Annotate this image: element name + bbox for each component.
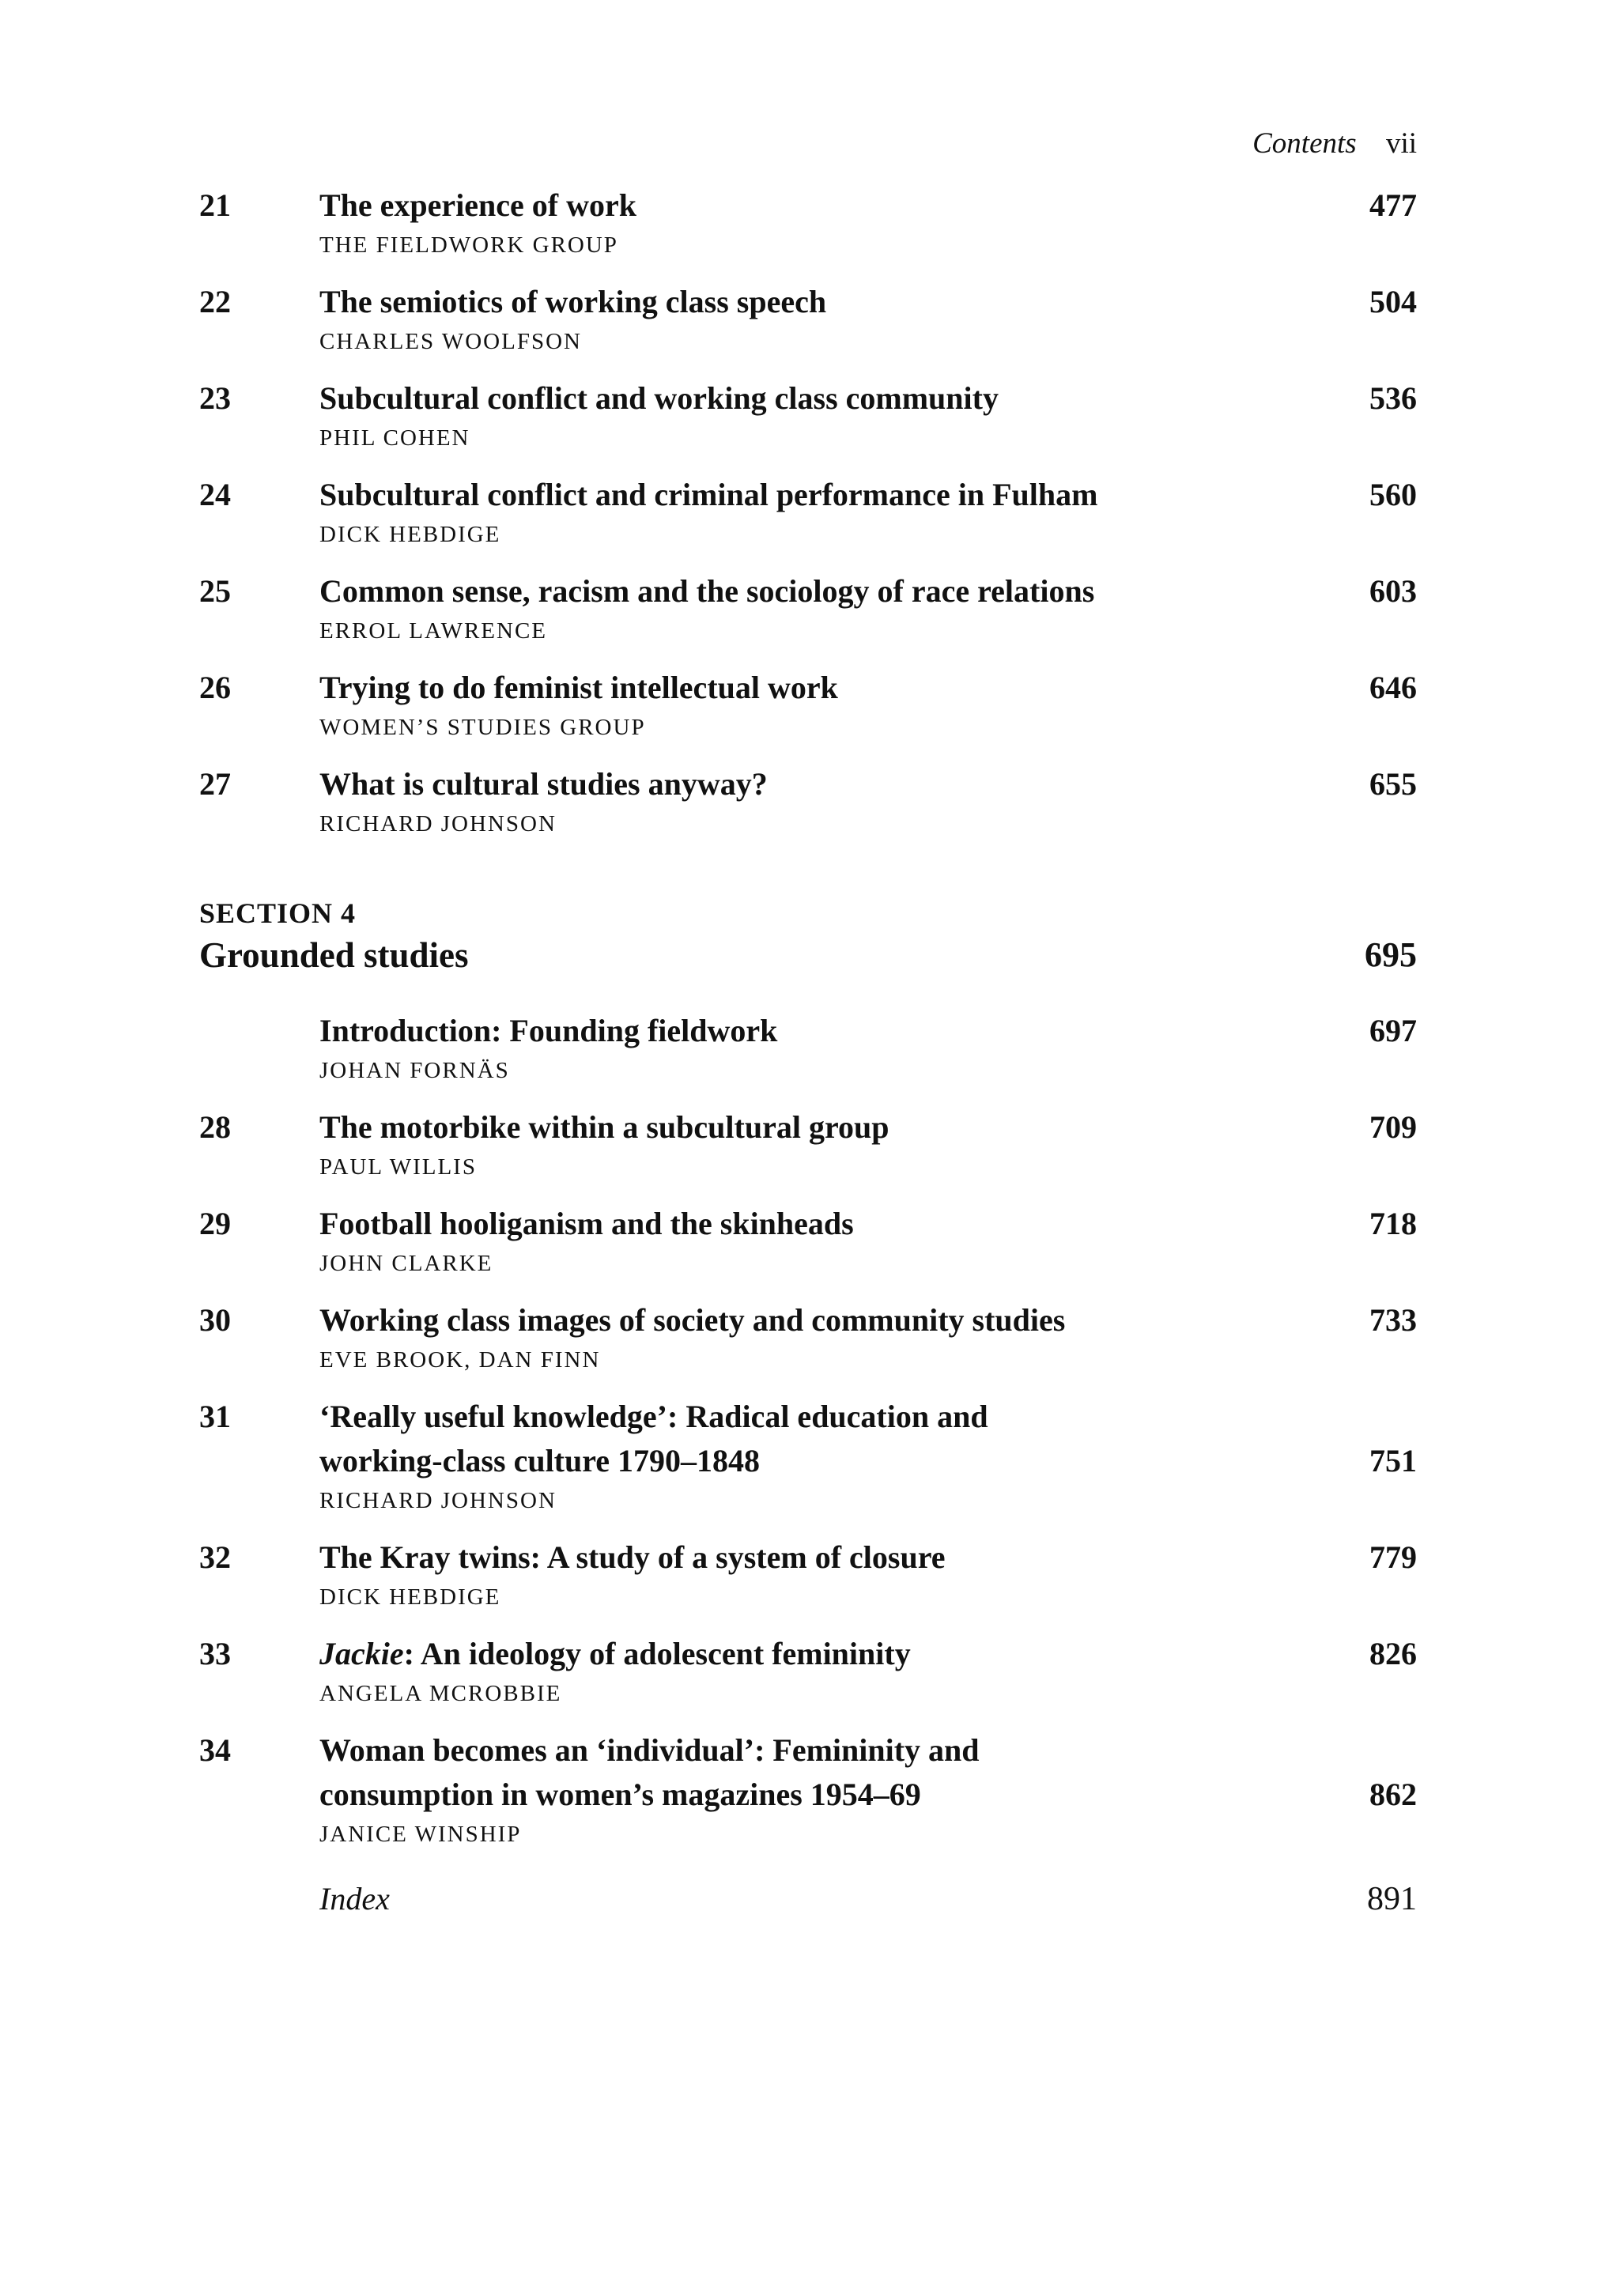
chapter-author: JOHN CLARKE [319, 1251, 493, 1276]
chapter-author: WOMEN’S STUDIES GROUP [319, 715, 646, 740]
chapter-author: PAUL WILLIS [319, 1154, 477, 1180]
toc-entry [199, 280, 1417, 359]
toc-entry [199, 762, 1417, 841]
chapter-author: ANGELA MCROBBIE [319, 1681, 562, 1706]
chapter-title-line-1: Woman becomes an ‘individual’: Femininity and [319, 1732, 980, 1768]
chapter-number: 26 [199, 670, 231, 705]
toc-entry [199, 1202, 1417, 1281]
running-head-label: Contents [1252, 127, 1357, 160]
chapter-page: 536 [1369, 380, 1417, 416]
chapter-title: What is cultural studies anyway? [319, 766, 768, 802]
section-label: SECTION 4 [199, 897, 357, 929]
chapter-number: 32 [199, 1539, 231, 1575]
chapter-title-line-1: ‘Really useful knowledge’: Radical education and [319, 1399, 988, 1434]
chapter-author: PHIL COHEN [319, 425, 470, 451]
toc-entry [199, 376, 1417, 455]
chapter-title: The experience of work [319, 187, 637, 223]
toc-entry [199, 183, 1417, 262]
chapter-author: RICHARD JOHNSON [319, 1488, 557, 1513]
toc-entry [199, 473, 1417, 552]
chapter-page: 826 [1369, 1636, 1417, 1671]
chapter-title: The semiotics of working class speech [319, 284, 827, 319]
chapter-author: JANICE WINSHIP [319, 1822, 522, 1847]
chapter-author: THE FIELDWORK GROUP [319, 232, 618, 258]
chapter-number: 24 [199, 477, 231, 512]
chapter-title: Trying to do feminist intellectual work [319, 670, 838, 705]
chapter-number: 27 [199, 766, 231, 802]
chapter-number: 21 [199, 187, 231, 223]
chapter-title: The motorbike within a subcultural group [319, 1109, 889, 1145]
chapter-page: 477 [1369, 187, 1417, 223]
chapter-author: ERROL LAWRENCE [319, 618, 547, 644]
running-head-page-number: vii [1385, 127, 1417, 160]
chapter-author: DICK HEBDIGE [319, 1584, 501, 1610]
chapter-page: 603 [1369, 573, 1417, 609]
chapter-number: 31 [199, 1399, 231, 1434]
chapter-number: 28 [199, 1109, 231, 1145]
section-page: 695 [1365, 935, 1417, 974]
chapter-number: 33 [199, 1636, 231, 1671]
chapter-title: The Kray twins: A study of a system of closure [319, 1539, 946, 1575]
section-title: Grounded studies [199, 935, 469, 975]
chapter-title: Subcultural conflict and working class community [319, 380, 999, 416]
toc-entry [199, 1298, 1417, 1377]
chapter-title-line-2: consumption in women’s magazines 1954–69 [319, 1777, 921, 1812]
toc-entry [199, 1535, 1417, 1614]
toc-entry [199, 666, 1417, 745]
section-heading [199, 895, 1417, 979]
chapter-author: RICHARD JOHNSON [319, 811, 557, 836]
chapter-page: 779 [1369, 1539, 1417, 1575]
chapter-title-italic: Jackie [319, 1636, 404, 1671]
chapter-page: 751 [1369, 1443, 1417, 1478]
chapter-title: Common sense, racism and the sociology of race relations [319, 573, 1095, 609]
chapter-author: EVE BROOK, DAN FINN [319, 1347, 601, 1373]
chapter-title-rest: : An ideology of adolescent femininity [403, 1636, 911, 1671]
chapter-page: 560 [1369, 477, 1417, 512]
chapter-page: 718 [1369, 1206, 1417, 1241]
chapter-number: 25 [199, 573, 231, 609]
toc-entry [199, 1105, 1417, 1184]
index-label: Index [319, 1881, 390, 1916]
toc-entry [199, 569, 1417, 648]
toc-entry-introduction [199, 1009, 1417, 1088]
chapter-title: Subcultural conflict and criminal performance in Fulham [319, 477, 1098, 512]
toc-index-entry [199, 1874, 1417, 1924]
chapter-title: Working class images of society and community studies [319, 1302, 1066, 1338]
chapter-page: 504 [1369, 284, 1417, 319]
table-of-contents [199, 183, 1417, 1924]
running-head [1252, 127, 1417, 160]
chapter-title: Football hooliganism and the skinheads [319, 1206, 854, 1241]
toc-entry [199, 1395, 1417, 1518]
chapter-page: 709 [1369, 1109, 1417, 1145]
chapter-number: 29 [199, 1206, 231, 1241]
chapter-author: DICK HEBDIGE [319, 522, 501, 547]
chapter-title-line-2: working-class culture 1790–1848 [319, 1443, 761, 1478]
index-page: 891 [1367, 1881, 1417, 1917]
chapter-author: CHARLES WOOLFSON [319, 329, 582, 354]
chapter-page: 862 [1369, 1777, 1417, 1812]
chapter-title [319, 1632, 1306, 1676]
chapter-number: 30 [199, 1302, 231, 1338]
chapter-number: 23 [199, 380, 231, 416]
chapter-title: Introduction: Founding fieldwork [319, 1013, 778, 1048]
chapter-page: 646 [1369, 670, 1417, 705]
chapter-page: 697 [1369, 1013, 1417, 1048]
chapter-page: 733 [1369, 1302, 1417, 1338]
toc-entry [199, 1632, 1417, 1711]
chapter-page: 655 [1369, 766, 1417, 802]
chapter-number: 34 [199, 1732, 231, 1768]
chapter-author: JOHAN FORNÄS [319, 1058, 510, 1083]
chapter-number: 22 [199, 284, 231, 319]
toc-entry [199, 1728, 1417, 1852]
